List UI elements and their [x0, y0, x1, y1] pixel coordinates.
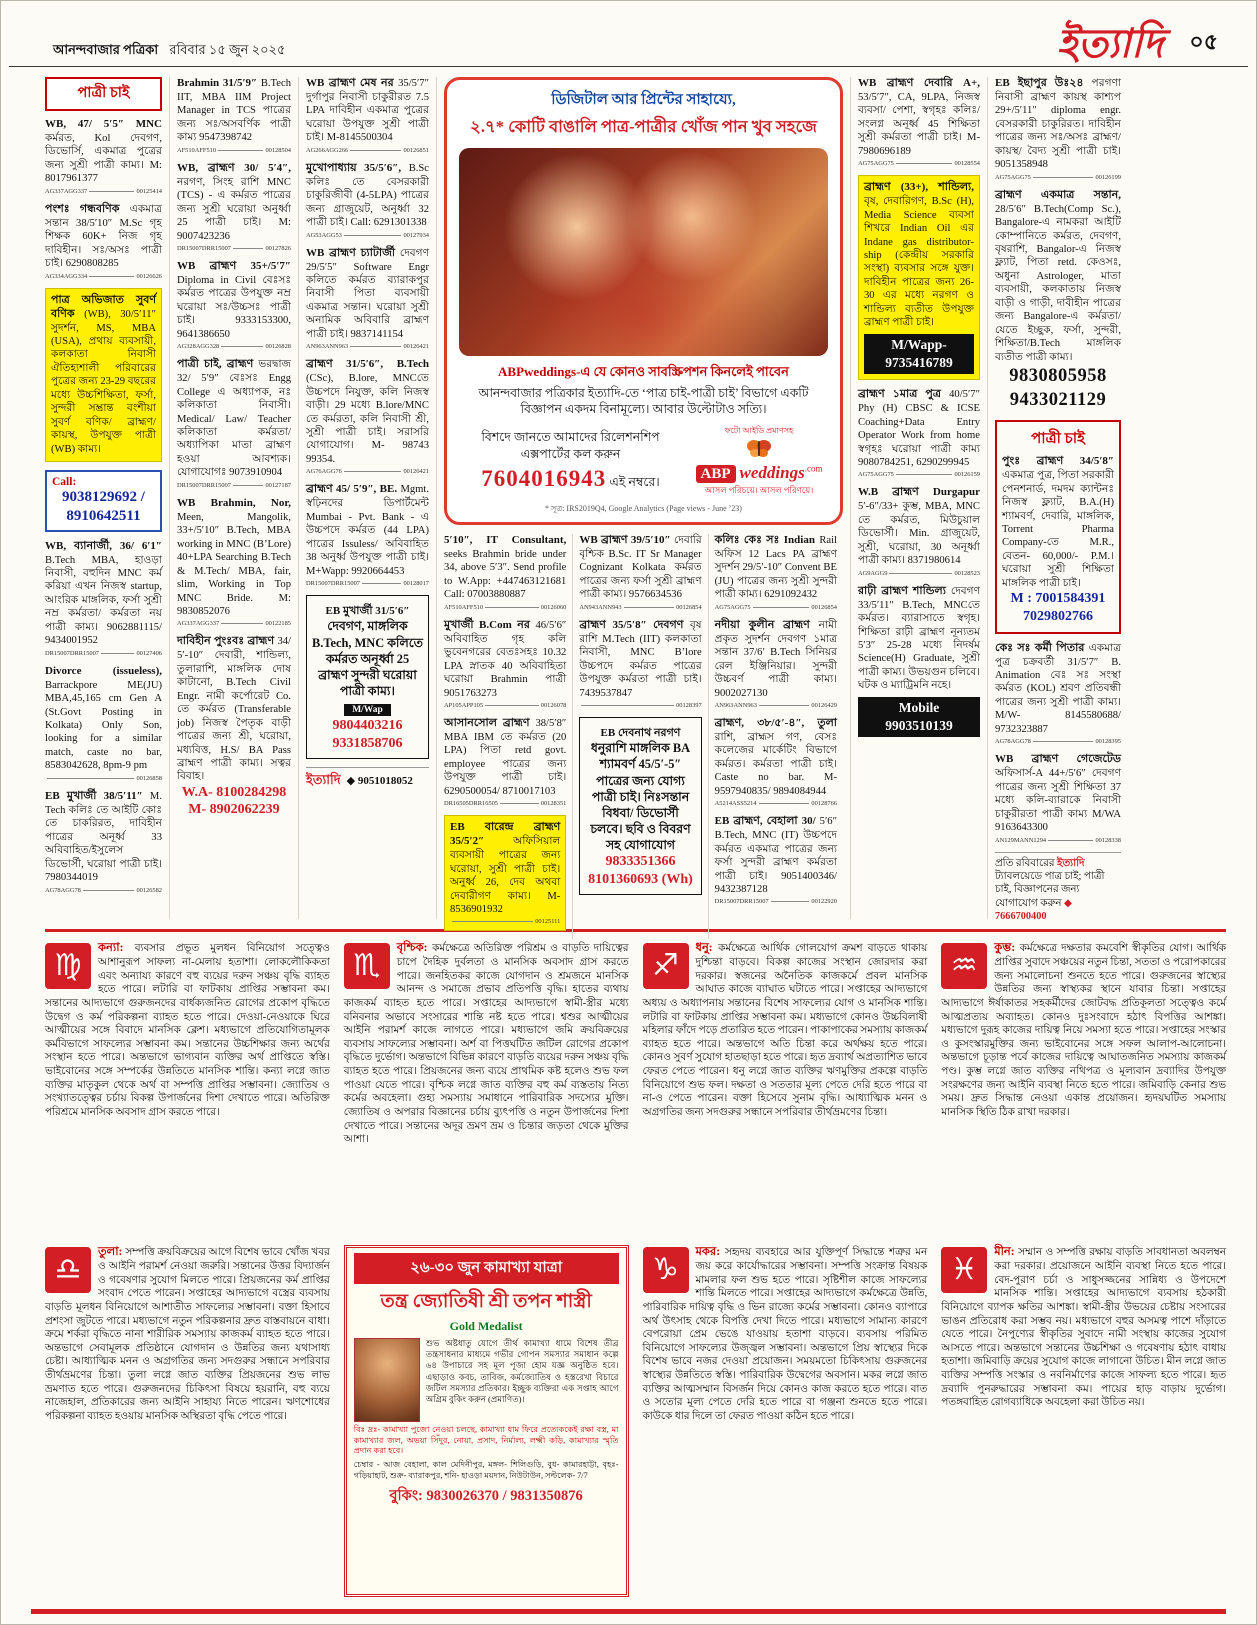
ad-ref-id: AN963ANN963: [714, 701, 757, 709]
phone-bar: Mobile 9903510139: [858, 697, 980, 737]
ad-reference: [306, 147, 429, 154]
ad-ref-code: 00122920: [811, 898, 837, 906]
classified-ad: [45, 288, 162, 462]
phone-number: M- 8902062239: [188, 802, 280, 818]
ad-ref-line: [581, 705, 674, 706]
classified-ad: [45, 118, 162, 195]
phone-number: 9804403216: [332, 718, 403, 733]
ad-ref-line: [1033, 741, 1094, 742]
classified-ad: [715, 717, 837, 807]
classified-ad: [444, 534, 566, 611]
ad-ref-code: 00126421: [403, 468, 429, 476]
horoscope-entry: [344, 941, 629, 1237]
ad-ref-id: AF510AFF510: [444, 603, 484, 611]
ad-ref-line: [233, 485, 263, 486]
ad-text: WB ব্রাহ্মণ গেজেটেড অফিসার্স-A 44+/5′6″ দেবগণ পাত্রের জন্য সুশ্রী শিক্ষিতা 37 মধ্যে কলি-ব্যারাকে নিবাসী চাকুরীরতা পাত্রী কাম্য M/WA 9163643300: [995, 753, 1121, 834]
ad-ref-line: [362, 583, 401, 584]
classified-ad: [177, 497, 291, 628]
ad-ref-code: 00128395: [1095, 738, 1121, 746]
classified-ad: [444, 717, 566, 807]
ad-text: EB ব্রাহ্মণ, বেহালা 30/ 5′6″ B.Tech, MNC (IT) উচ্চপদে কর্মরত একমাত্র পাত্রের জন্য ফর্সা সুন্দরী ব্রাহ্মণ কর্মরতা পাত্রী চাই। 9051400346/ 9432387128: [714, 815, 837, 895]
zodiac-name: তুলা:: [98, 1246, 126, 1258]
ad-ref-line: [1048, 840, 1093, 841]
ad-ref-id: AG75AGG75: [714, 603, 751, 611]
ad-ref-id: AG75AGG75: [858, 471, 894, 479]
ad-ref-id: AF510AFF510: [177, 146, 217, 154]
ad-text: ব্রাহ্মণ 35/5′8″ দেবগণ বৃষ রাশি M.Tech (IIT) কলকাতা নিবাসী, MNC B’lore উচ্চপদে কর্মরত পাত্রের উপযুক্ত কর্মরতা পাত্রী চাই। 7439537847: [579, 618, 702, 699]
sagittarius-icon: ♐: [643, 943, 689, 989]
ad-ref-id: AN943ANN943: [579, 603, 622, 611]
ad-ref-code: 00126854: [676, 603, 702, 611]
classified-ad: [306, 247, 429, 351]
zodiac-name: কুম্ভ:: [994, 942, 1020, 954]
ad-ref-line: [47, 778, 134, 779]
ad-text: W.B ব্রাহ্মণ Durgapur 5′-6″/33+ কুম্ভ, MBA, MNC তে কর্মরত, মিউচুয়াল ডিভোর্সী। Min. গ্রাজুয়েট, সুশ্রী, ঘরোয়া, 30 অনূর্ধ্বা পাত্রী কাম্য। 8371980614: [858, 486, 980, 567]
ad-ref-code: 00125414: [136, 187, 162, 195]
column-7: [987, 77, 1128, 923]
classified-ad: [858, 77, 980, 167]
ad-ref-line: [344, 235, 402, 236]
phone-number: 9433021129: [1009, 390, 1107, 411]
ad-ref-code: 00128766: [811, 800, 837, 808]
ad-reference: [715, 702, 837, 709]
ad-ref-id: AG78AGG78: [45, 886, 81, 894]
zodiac-name: ধনু:: [695, 942, 719, 954]
brand-label: ইত্যাদি: [306, 772, 341, 787]
abp-phone-suffix: এই নম্বরে।: [609, 474, 660, 489]
ad-ref-line: [485, 607, 539, 608]
classified-ad: [579, 534, 701, 611]
ad-text: EB দেবনাথ নরগণ ধনুরাশি মাঙ্গলিক BA শ্যামবর্ণ 45/5′-5″ পাত্রের জন্য যোগ্য পাত্রী চাই। নিঃসন্তান বিধবা/ ডিভোর্সী চলবে। ছবি ও বিবরণ সহ যোগাযোগ: [590, 726, 691, 853]
ad-reference: [45, 650, 162, 657]
ad-ref-line: [1033, 177, 1094, 178]
ad-text: আসানসোল ব্রাহ্মণ 38/5′8″ MBA IBM তে কর্মরত (20 LPA) পিতা retd govt. employee পাত্রের জন্য উপযুক্ত পাত্রী চাই। 6290500054/ 8710017103: [444, 716, 567, 797]
ad-ref-code: 00126851: [403, 146, 429, 154]
ad-ref-id: AG78AGG78: [995, 738, 1031, 746]
center-subcolumn-3: [708, 534, 843, 939]
abp-logo-com: .com: [804, 463, 823, 474]
ad-reference: [444, 702, 566, 709]
ad-reference: [995, 738, 1121, 745]
horoscope-entry: [45, 1245, 330, 1597]
abp-weddings-ad: [444, 77, 843, 525]
horoscope-text: তুলা: সম্পত্তি ক্রয়বিক্রয়ের আগে বিশেষ ভাবে খোঁজ খবর ও আইনি পরামর্শ নেওয়া জরুরি। সন্তানের উত্তর বিদ্যার্জন ও গবেষণার সুযোগ মিলতে পারে। প্রিয়জনের কর্ম প্রাপ্তির সংবাদ পেতে পারেন। সপ্তাহের আদ্যভাগে বস্ত্রের ব্যবসায় বাড়তি মূলধন বিনিয়োগে আশাতীত সাফল্যের সম্ভাবনা। বক্তা হিসাবে প্রশংসা জুটতে পারে। মধ্যভাগে নতুন পরিকল্পনার দ্রুত বাস্তবায়নে বাধা। ক্রমে শর্করা বৃদ্ধিতে নানা শারীরিক সমস্যায় কাজকর্ম ব্যাহত হতে পারে। অন্তভাগে সেবামূলক প্রতিষ্ঠানে যোগদান ও উন্নতির জন্য যথাসাধ্য চেষ্টা। আধ্যাত্মিক মনন ও অগ্রগতির জন্য সদগুরুর সন্ধানে সপরিবার তীর্থভ্রমণের চিন্তা। তুলা লগ্নে জাত ব্যক্তির প্রিয়জনের শুভ লাভ ভ্রমণাত হতে পারে। গুরুজনদের চিকিৎসা বিষয়ে হয়রানি, বহু ব্যয়ে নাজেহাল, প্রতিকারের জন্য আইনি সাহায্য নিতে পারেন। ঋণশোধের পরিকল্পনা ব্যাহত হওয়ায় মানসিক অস্থিরতা বৃদ্ধি পেতে পারে।: [45, 1246, 330, 1422]
ad-text: WB ব্রাহ্মণ চ্যাটার্জী দেবগণ 29/5′5″ Software Engr কলিতে কর্মরত ব্যারাকপুর নিবাসী পিতা ব্যবসায়ী একমাত্র সন্তান। ঘরোয়া সুশ্রী অনামিক অবিবারি ব্রাহ্মণ পাত্রী চাই। 9837141154: [306, 246, 429, 340]
photo-id-note: ফটো আইডি প্রমাণসহ: [724, 425, 794, 435]
ad-text: ব্রাহ্মণ, ৩৮/৫′-৪″, তুলা রাশি, ব্রাহ্মস গণ, বেসঃ কলেজের মার্কেটিং বিভাগে কর্মরত। কর্মরতা পাত্রী চাই। Caste no bar. M-9597940835/ 9894084944: [714, 716, 837, 797]
astrologer-ad: [344, 1245, 629, 1597]
masthead: [53, 41, 285, 62]
abp-footnote: * সূত্র: IRS2019Q4, Google Analytics (Page views - June ’23): [545, 503, 742, 513]
phone-number: 8910642511: [66, 507, 141, 524]
ad-text: 5′10″, IT Consultant, seeks Brahmin bride under 34, above 5′3″. Send profile to W.App: +447463121681 Call: 07003880887: [444, 533, 567, 601]
ad-text: নদীয়া কুলীন ব্রাহ্মণ নামী প্রকৃত সুদর্শন দেবগণ ১মাত্র সন্তান 37/6′ B.Tech সিনিয়র রেল ইঞ্জিনিয়ার। সুন্দরী উচ্চবর্ণ পাত্রী কাম্য। 9002027130: [714, 618, 837, 699]
ad-ref-id: DR15007DRR15007: [177, 245, 231, 253]
ad-ref-line: [89, 191, 134, 192]
classified-ad: [306, 77, 429, 154]
abp-offer-text: ABPweddings-এ যে কোনও সাবস্ক্রিপশন কিনলেই পাবেন: [498, 364, 789, 379]
ad-ref-code: 00126060: [540, 603, 567, 611]
abp-logo-mark: ABP: [696, 465, 736, 483]
ad-text: পুংঃ ব্রাহ্মণ 34/5′8″ একমাত্র পুত্র, পিতা সরকারী পেনশনার্ড, দমদম ক্যান্টনঃ নিজস্ব ফ্ল্যাট, B.A.(H) শ্যামবর্ণ, দেবারি, মাঙ্গলিক, Torrent Pharma Company-তে M.R., বেতন- 60,000/- P.M.। ঘরোয়া সুশ্রী শিক্ষিতা মাঙ্গলিক পাত্রী চাই।: [1002, 455, 1114, 589]
ad-text: ব্রাহ্মণ (33+), শান্ডিল্য, বৃষ, দেবারিগণ, B.Sc (H), Media Science ব্যবসা শিখরে Indian Oil এর Indane gas distributor-ship (কেন্দ্রীয় সরকারি সংস্থা) ব্যবসার সঙ্গে যুক্ত। দাবিহীন পাত্রের জন্য 26-30 এর মধ্যে নরগণ ও শান্ডিল্য ব্যতীত উপযুক্ত ব্রাহ্মণ পাত্রী চাই।: [864, 181, 974, 329]
ad-text: EB মুখার্জী 31/5′6″ দেবগণ, মাঙ্গলিক B.Tech, MNC কলিতে কর্মরত অনূর্ধ্বা 25 ব্রাহ্মণ সুন্দরী ঘরোয়া পাত্রী কাম্য।: [312, 605, 423, 698]
aquarius-icon: ♒: [941, 943, 987, 989]
zodiac-name: কন্যা:: [98, 942, 135, 954]
ad-ref-line: [218, 150, 263, 151]
zodiac-name: মকর:: [695, 1246, 725, 1258]
astrologer-name: তন্ত্র জ্যোতিষী শ্রী তপন শাস্ত্রী: [380, 1291, 592, 1312]
ad-reference: [450, 918, 560, 925]
horoscope-entry: [941, 1245, 1226, 1597]
abp-offer-detail: আনন্দবাজার পত্রিকার ইত্যাদি-তে ‘পাত্র চাই-পাত্রী চাই’ বিভাগে একটি বিজ্ঞাপন একদম বিনামূল্যে। আবার উল্টোটাও সত্যি।: [478, 386, 809, 416]
classified-ad: [579, 717, 701, 895]
ad-reference: [306, 232, 429, 239]
ad-text: পাত্র অভিজাত সুবর্ণ বণিক (WB), 30/5′11″ সুদর্শন, MS, MBA (USA), প্রথায় ব্যবসায়ী, কলকাতা নিবাসী ঐতিহ্যশালী পরিবারের পুত্রের জন্য 23-29 বছরের মধ্যে উচ্চশিক্ষিতা, ফর্সা, সুন্দরী সম্ভ্রান্ত বংশীয়া সুবর্ণ বণিক/ ব্রাহ্মণ/ কায়স্থ, উপযুক্ত পাত্রী (WB) কাম্য।: [51, 293, 156, 455]
kamakhya-trip-banner: ২৬-৩০ জুন কামাখ্যা যাত্রা: [354, 1253, 619, 1284]
ad-ref-code: 00126582: [136, 886, 162, 894]
ad-reference: [177, 343, 291, 350]
ad-text: Brahmin 31/5′9″ B.Tech IIT, MBA IIM Project Manager in TCS পাত্রের জন্য সঃ/অসবর্ণিক পাত্রী কাম্য 9547398742: [177, 77, 291, 144]
ad-reference: [995, 174, 1121, 181]
newspaper-name: আনন্দবাজার পত্রিকা: [53, 42, 159, 57]
call-label: Call:: [52, 476, 77, 489]
ad-ref-line: [759, 705, 810, 706]
phone-number: M : 7001584391: [1010, 591, 1106, 607]
classified-ad: [995, 642, 1121, 746]
ad-ref-code: 00128338: [1095, 836, 1121, 844]
bottom-divider: [31, 1609, 1226, 1614]
astro-chambers: চেম্বার - আজ বেহালা, কাল মেদিনীপুর, মঙ্গল- শিলিগুড়ি, বুধ- কামারহাট্টা, বৃহঃ- গড়িয়াহাট, শুক্র- ব্যারাকপুর, শনি- হাওড়া ময়দান, নিউটাউন, সল্টলেক- 7/7: [353, 1459, 619, 1480]
ad-ref-id: AG76AGG76: [306, 468, 342, 476]
classified-ad: [177, 260, 291, 350]
horoscope-text: কুম্ভ: কর্মক্ষেত্রে দক্ষতার কমবেশি স্বীকৃতির যোগ। আর্থিক প্রাপ্তির সুবাদে সঞ্চয়ের নতুন চিন্তা, সততা ও পরোপকারের জন্য সমালোচনা শুনতে হতে পারে। গুরুজনের স্বাস্থ্যের উন্নতির জন্য স্বাস্থ্যকর স্থানে যাবার চিন্তা। সপ্তাহের আদ্যভাগে ঈর্ষাকাতর সহকর্মীদের জোটবদ্ধ প্রতিকূলতা সত্ত্বেও কর্মে আত্মপ্রত্যয় অব্যাহত। কোনও দুঃসংবাদে হঠাৎ বিপত্তির আশঙ্কা। মধ্যভাগে দুরূহ কাজের দায়িত্ব নিয়ে সমস্যা হতে পারে। সপ্তাহের সংস্কার ও কুসংস্কারমুক্তির জন্য ভাইবোনের সঙ্গে সফল আলাপ-আলোচনা। অন্তভাগে চূড়ান্ত পর্বে কাজের দায়িত্বে আঘাতজনিত সমস্যায় কাজকর্ম পণ্ড। কুম্ভ লগ্নে জাত ব্যক্তির নথিপত্র ও মূল্যবান দ্রব্যাদির উপযুক্ত সংরক্ষণের জন্য আইনি ব্যবস্থা নিতে হতে পারে। জমিবাড়ি কেনার শুভ সময়। দ্রুত সিদ্ধান্ত নেওয়া একান্ত প্রয়োজন। হৃদয়ঘটিত সমস্যায় মানসিক স্থিতি ঠিক রাখা দরকার।: [941, 942, 1226, 1118]
ad-reference: [715, 898, 837, 905]
ad-ref-code: 00125111: [535, 918, 561, 926]
ad-text: EB বারেন্দ্র ব্রাহ্মণ 35/5′2″ অফিসিয়াল ব্যবসায়ী পাত্রের জন্য ঘরোয়া, সুশ্রী পাত্রী চাই। অনুর্ধ্ব 26, দেব অথবা দেবারীগণ কাম্য। M-8536901932: [450, 821, 561, 915]
ad-ref-line: [753, 607, 810, 608]
phone-number: W.A- 8100284298: [181, 784, 287, 800]
abp-phone-number: 7604016943: [481, 465, 607, 491]
ad-ref-id: A5214ASS5214: [714, 800, 757, 808]
ad-ref-line: [89, 276, 134, 277]
classified-ad: [306, 358, 429, 475]
brand-label: ইত্যাদি: [1057, 857, 1085, 869]
ad-reference: [579, 604, 701, 611]
ad-reference: [444, 800, 566, 807]
ad-ref-line: [624, 607, 675, 608]
ad-ref-code: 00126199: [1095, 173, 1121, 181]
horoscope-entry: [643, 1245, 928, 1597]
classified-ad: [306, 595, 429, 759]
ad-ref-line: [889, 573, 952, 574]
ad-reference: [306, 580, 429, 587]
classified-ad: [444, 815, 566, 931]
ad-text: মুখোপাধ্যায় 35/5′6″, B.Sc কলিঃ তে বেসরকারী চাকুরিজীবী (4-5LPA) পাত্রের জন্য গ্রাজুয়েট, অনুর্ধ্বা 32 পাত্রী চাই। Call: 6291301338: [306, 161, 429, 229]
ad-ref-line: [344, 471, 402, 472]
classified-ad: [45, 540, 162, 657]
phone-number: 9038129692 /: [62, 489, 145, 506]
phone-bar: M/Wapp- 9735416789: [864, 334, 974, 374]
ad-reference: [45, 887, 162, 894]
ad-reference: [177, 482, 291, 489]
ad-ref-code: 00127934: [403, 231, 429, 239]
ad-reference: [858, 471, 980, 478]
ad-ref-id: AG75AGG75: [995, 173, 1031, 181]
horoscope-entry: [941, 941, 1226, 1237]
classified-ad: [715, 815, 837, 905]
classified-ad: [995, 753, 1121, 843]
ad-ref-id: DR15007DRR15007: [306, 580, 360, 588]
ad-ref-line: [896, 474, 953, 475]
classified-ad: [858, 486, 980, 576]
horoscope-text: মকর: সহৃদয় ব্যবহারে আর যুক্তিপূর্ণ সিদ্ধান্তে শত্রুর মন জয় করে কার্যোদ্ধারের সম্ভাবনা। সম্পত্তি সংক্রান্ত বিষয়ক মামলার ফল শুভ হতে পারে। সৃষ্টিশীল কাজে সাফল্যের শান্তি মিলতে পারে। সপ্তাহের আদ্যভাগে কর্মক্ষেত্রে উন্নতি, পারিবারিক দায়িত্ব বৃদ্ধি ও ভিন রাজ্যে কর্মের সম্ভাবনা। কোনও ব্যাপারে অর্থ উৎসাহ থেকে বিপত্তি দেখা দিতে পারে। মধ্যভাগে সামান্য কারণে বেপরোয়া প্রেম ভেঙে যাওয়ায় হতাশা বাড়বে। ব্যবসায় পরিমিত বিনিয়োগে সাফল্যের উজ্জ্বল সম্ভাবনা। অন্তভাগে প্রিয় স্বাস্থ্যের দিকে বিশেষ ভাবে নজর দেওয়া প্রয়োজন। সময়মতো চিকিৎসায় গুরুজনের স্বাস্থ্যের উন্নতিতে স্বস্তি। পারিবারিক উদ্বেগের অবসান। মকর লগ্নে জাত ব্যক্তির আত্মসম্মান বিসর্জন দিয়ে কোনও কাজ করতে হতে পারে। বাত ও সতোর মূল্য পেতে দেরি হতে পারে বা গঞ্জনা শুনতে হতে পারে। কাউকে ধার দিলে তা ফেরত পাওয়া কঠিন হতে পারে।: [642, 1246, 928, 1422]
classified-ad: [715, 619, 837, 709]
ad-ref-id: AP105APP105: [444, 701, 484, 709]
ad-ref-id: AG337AGG337: [177, 620, 220, 628]
classified-ad: [579, 619, 701, 709]
ad-reference: [995, 837, 1121, 844]
scorpio-icon: ♏: [344, 943, 390, 989]
ad-text: WB ব্রাহ্মণ 39/5′10″ দেবারি বৃশ্চিক B.Sc. IT Sr Manager Cognizant Kolkata কর্মরত পাত্রের জন্য ফর্সা সুশ্রী ব্রাহ্মণ পাত্রী কাম্য। 9576634536: [579, 533, 702, 601]
phone-number: 7029802766: [1023, 609, 1093, 625]
ad-ref-id: AG334AGG334: [45, 272, 88, 280]
classified-ad: [858, 388, 980, 478]
wedding-couple-photo: [459, 148, 828, 356]
classified-ad: [995, 189, 1121, 413]
ad-ref-id: AG328AGG328: [177, 343, 220, 351]
column-3: [298, 77, 436, 919]
phone-number: 9833351366: [605, 854, 676, 870]
ad-ref-line: [500, 803, 539, 804]
ad-text: মুখার্জী B.Com নর 46/5′6″ অবিবাহিত গৃহ কলি ভুবেনগরের বেতঃসহঃ 10.32 LPA স্নাতক 40 অবিবাহিতা ঘরোয়া Brahmin পাত্রী 9051763273: [444, 618, 567, 699]
ad-ref-line: [101, 653, 134, 654]
ad-ref-code: 00126429: [811, 701, 837, 709]
ad-ref-code: 00128504: [265, 146, 291, 154]
abp-cta: [459, 429, 682, 494]
phone-number: 9331858706: [332, 735, 403, 751]
ad-reference: [177, 245, 291, 252]
tabloid-contact-note: [995, 852, 1121, 924]
ad-ref-code: 00122185: [265, 620, 291, 628]
ad-ref-code: 00128554: [954, 160, 980, 168]
ad-text: EB ইছাপুর উঃ২৪ পরগণা নিবাসী ব্রাহ্মণ কায়স্থ কাশ্যপ 29+/5′11″ diploma engr. বেসরকারী চাকুরিরত। দাবিহীন পাত্রের জন্য সঃ/অসঃ ব্রাহ্মণ/ কায়স্থ/ বৈদ্য সুশ্রী পাত্রী চাই। 9051358948: [995, 77, 1121, 171]
ad-ref-line: [221, 623, 263, 624]
ad-ref-id: DR16505DRR16505: [444, 800, 498, 808]
abp-tagline: আসল পরিচয়ে। আসল পরিণয়ে।: [704, 484, 814, 495]
ad-ref-line: [350, 150, 401, 151]
classified-ad: [995, 420, 1121, 633]
horoscope-entry: [643, 941, 928, 1237]
ad-text: ব্রাহ্মণ 31/5′6″, B.Tech (CSc), B.lore, MNCতে উচ্চপদে নিযুক্ত, কলি নিজস্ব বাড়ী। 29 মধ্যে B.lore/MNC তে কর্মরতা, কলি নিবাসী শ্রী, সুশ্রী পাত্রী চাই। সরাসরি যোগাযোগ। M- 98743 99354.: [306, 358, 429, 465]
classifieds-section: [1, 67, 1256, 925]
ad-ref-code: 00126828: [265, 343, 291, 351]
abp-logo-word: weddings: [739, 462, 805, 482]
footer-text: ট্যাবলয়েডে পাত্র চাই; পাত্রী চাই, বিজ্ঞাপনের জন্য যোগাযোগ করুন: [995, 870, 1105, 909]
ad-text: ব্রাহ্মণ 45/ 5′9″, BE. Mgmt. স্বঢ়িনদের ডিপার্টমেন্ট Mumbai - Pvt. Bank - এ উচ্চপদে কর্মরত (44 LPA) পাত্রের Issuless/ অবিবাহিত 38 অনুর্ধ্ব উপযুক্ত পাত্রী চাই। M+Wapp: 9920664453: [306, 483, 429, 577]
horoscope-text: বৃশ্চিক: কর্মক্ষেত্রে অতিরিক্ত পরিশ্রম ও বাড়তি দায়িত্বের চাপে দৈহিক দুর্বলতা ও মানসিক অবসাদ গ্রাস করতে পারে। জনহিতকর কাজে যোগদান ও শ্রমজনে মানসিক আনন্দ ও সমাজে প্রভাব প্রতিপত্তি বৃদ্ধি। হাতের ব্যথায় কাজকর্ম ব্যাহত হতে পারে। সপ্তাহের আদ্যভাগে স্বামী-স্ত্রীর মধ্যে বনিবনার অভাবে সংসারের শান্তি নষ্ট হতে পারে। শ্বশুর আত্মীয়ের আইনি পরামর্শ কাজে লাগতে পারে। মধ্যভাগে জমি ক্রয়বিক্রয়ের ব্যবসায় সাফল্যের সম্ভাবনা। অর্শ বা পিত্তঘটিত জটিল রোগের প্রকোপ বৃদ্ধিতে দুর্ভোগ। অন্তভাগে বিভিন্ন কারণে বাড়তি ব্যয়ের দরুন সঞ্চয় বৃদ্ধি ব্যাহত হতে পারে। প্রিয়জনের জন্য ব্যয়ে প্রাথমিক কষ্ট হলেও শুভ ফল পাওয়া যেতে পারে। বৃশ্চিক লগ্নে জাত ব্যক্তির বহু কর্ম ব্যস্ততায় নিত্য কর্মের অবহেলা। গুহ্য সমস্যায় সমাধানে পারিবারিক সদস্যের মুক্তি। জ্যোতিষ ও অপরার বিজ্ঞানের চর্চায় ব্যুৎপত্তি ও নতুন উপার্জনের দিশা দেখাতে পারে। সন্তানের অদূর ভ্রমণ ভ্রম ও চিন্তার জড়তা থেকে মুক্তির আশা।: [343, 942, 629, 1146]
horoscope-text: কন্যা: ব্যবসার প্রভূত মুলধন বিনিয়োগ সত্ত্বেও আশানুরূপ সাফল্য না-মেলায় হতাশা। লোকলৌকিকতা এবং অন্যায্য কারণে বহু ব্যয়ের দরুন সঞ্চয় বৃদ্ধি ব্যাহত হতে পারে। লটারি বা ফাটকায় প্রাপ্তির সম্ভাবনা কম। সন্তানের আদ্যভাগে গুরুজনদের বার্ধক্যজনিত রোগের প্রকোপ বৃদ্ধিতে উদ্বেগ ও কর্ম পরিকল্পনা ব্যাহত হতে পারে। দেওয়া-নেওয়াকে ঘিরে আত্মীয়ের সঙ্গে বিবাদে মানসিক ক্লেশ। মধ্যভাগে প্রতিযোগিতামূলক কর্মবিভাগে সাফল্যের সম্ভাবনা কম। সন্তানের উচ্চশিক্ষার জন্য অর্থের সংস্থান হতে পারে। অন্তভাগে ভাগ্যবান ব্যক্তির অর্থ প্রাপ্তিতে স্বস্তি। ভাইবোনের সঙ্গে সম্পর্কের উন্নতিতে মানসিক শান্তি। কন্যা লগ্নে জাত ব্যক্তির মাতৃকুল থেকে অর্থ বা সম্পত্তি প্রাপ্তির সম্ভাবনা। জ্যোতিষ ও সংখ্যাতত্ত্বের চর্চায় বিকল্প উপার্জনের দিশা দেখাতে পারে। অতিরিক্ত পরিশ্রমে মানসিক অবসাদ গ্রাস করতে পারে।: [45, 942, 330, 1118]
pisces-icon: ♓: [941, 1247, 987, 1293]
ad-reference: [715, 800, 837, 807]
booking-phones: বুকিং: 9830026370 / 9831350876: [389, 1488, 583, 1505]
ad-ref-line: [350, 346, 401, 347]
ad-ref-id: AG337AGG337: [45, 187, 88, 195]
bride-wanted-header: পাত্রী চাই: [45, 77, 162, 111]
ad-ref-code: 00128351: [540, 800, 567, 808]
ad-title: পাত্রী চাই: [1031, 431, 1085, 448]
footer-text: প্রতি রবিবারের: [995, 857, 1055, 869]
ad-text: কলিঃ কেঃ সঃ Indian Rail অফিস 12 Lacs PA ব্রাহ্মণ সুদর্শন 29/5′-10″ Convent BE (JU) পাত্রের জন্য সুশ্রী সুন্দরী পাত্রী কাম্য। 6291092432: [714, 533, 837, 601]
horoscope-entry: [45, 941, 330, 1237]
zodiac-name: বৃশ্চিক:: [396, 942, 433, 954]
ad-text: WB, 47/ 5′5″ MNC কর্মরত, Kol দেবগণ, ডিভোর্সি, একমাত্র পুত্রের জন্য সুশ্রী পাত্রী কাম্য। M: 8017961377: [45, 118, 162, 185]
phone-number: 8101360693 (Wh): [588, 871, 693, 887]
classified-ad: [177, 635, 291, 819]
ad-ref-line: [896, 163, 953, 164]
center-subcolumn-2: [572, 534, 707, 939]
astro-ad-note: বিঃ দ্রঃ- কামাখ্যা পুজো নেওয়া চলছে, কামাখ্যা ধাম ফিরে প্রত্যেককেই রক্ষা বস্ত্র, মা কামাখ্যার জল, অভয়া সিঁদুর, নোয়া, প্রসাদ, নির্মাল্য, লক্ষ্মী কড়ি, কামাখ্যার স্মৃতি প্রদান করা হবে।: [353, 1425, 619, 1456]
ad-text: Divorce (issueless), Barrackpore ME(JU) MBA,45,165 cm Gen A (St.Govt Posting in Kolkata) Only Son, looking for a similar match, caste no bar, 8583042628, 8pm-9 pm: [45, 664, 162, 772]
classified-ad: [306, 483, 429, 587]
ad-reference: [45, 188, 162, 195]
ad-ref-id: DR15007DRR15007: [45, 649, 99, 657]
abp-weddings-logo: [690, 425, 828, 498]
ad-ref-line: [233, 248, 263, 249]
ad-text: দাবিহীন পুংঃবঃ ব্রাহ্মণ 34/ 5′-10″ দেবারী, শান্ডিল্য, তুলারাশি, মাঙ্গলিক দোষ কাটানো, B.Tech Civil Engr. নামী কর্পোরেট Co. তে কর্মরত (Transferable job) নিজস্ব পৈতৃক বাড়ী পাত্রের জন্য শ্রী, ঘরোয়া, মধ্যবিত্ত, H.S/ BA Pass ব্রাহ্মণ পাত্রী কাম্য। সত্বর বিবাহ।: [177, 635, 291, 783]
ad-text: WB, ব্যানার্জী, 36/ 6′1″ B.Tech MBA, হাওড়া নিবাসী, বহুদিন MNC কর্ম করিয়া এখন নিজস্ব startup, আংরিক মাঙ্গলিক, ফর্সা সুশ্রী নম্র কর্মরতা/ কর্মরতা নয় পাত্রী কাম্য। 9062881115/ 9434001952: [45, 539, 162, 647]
page-number: ০৫: [1189, 29, 1218, 54]
ad-reference: [858, 570, 980, 577]
abp-headline-2: ২.৭* কোটি বাঙালি পাত্র-পাত্রীর খোঁজ পান খুব সহজে: [470, 117, 817, 136]
ad-text: কেঃ সঃ কর্মী পিতার একমাত্র পুত্র চক্রবর্তী 31/5′7″ B. Animation বেঃ সঃ সংস্থা কর্মরত (KOL) শ্রবণ প্রতিবন্ধী পাত্রের জন্য সুশ্রী পাত্রী কাম্য। M/W- 8145580688/ 9732323887: [995, 641, 1121, 735]
column-6: [850, 77, 987, 919]
column-footer: [306, 767, 429, 792]
column-2: [169, 77, 298, 919]
phone-number: 9830805958: [1009, 366, 1107, 387]
classified-ad: [995, 77, 1121, 181]
ad-reference: [579, 702, 701, 709]
horoscope-section: [45, 929, 1226, 1597]
ad-ref-code: 00126626: [136, 272, 162, 280]
ad-ref-code: 00126159: [954, 471, 980, 479]
section-title: ইত্যাদি: [1056, 21, 1164, 66]
classified-ad: [45, 665, 162, 782]
ad-reference: [306, 343, 429, 350]
page-header: [9, 1, 1248, 67]
gold-medalist-label: Gold Medalist: [449, 1319, 523, 1333]
ad-ref-id: AN129MANN1294: [995, 836, 1047, 844]
ad-ref-line: [485, 705, 539, 706]
horoscope-text: ধনু: কর্মক্ষেত্রে আর্থিক গোলযোগ ক্রমশ বাড়তে থাকায় দুশ্চিন্তা বাড়বে। বিকল্প কাজের সংস্থান জোরদার করা দরকার। স্বজনের অনৈতিক কাজকর্মে প্রবল মানসিক আঘাত কাজে ব্যাঘাত ঘটাতে পারে। সপ্তাহের আদ্যভাগে অধ্যয় ও অধ্যাপনায় সন্তানের বিশেষ সাফল্যের যোগ ও মানসিক শান্তি। লটারি বা ফাটকায় প্রাপ্তির সম্ভাবনা কম। মধ্যভাগে কোনও উচ্চবিলাষী মহিলার ফাঁদে পড়ে প্রতারিত হতে পারেন। পাকাপাকের সমস্যায় কাজকর্ম ব্যাহত হতে পারে। অন্তভাগে অতি চিন্তা করে অর্থক্ষয় হতে পারে। কোনও সুবর্ণ সুযোগ হাতছাড়া হতে পারে। হৃত দ্রব্যার্থ অপ্রত্যাশিত ভাবে ফেরত পেতে পারেন। ধনু লগ্নে জাত ব্যক্তির ঋণমুক্তির প্রকল্পে বাড়তি বিনিয়োগে শুভ ফল। দক্ষতা ও সততার মূল্য পেতে দেরি হতে পারে বা না-ও পেতে পারেন। বক্তা হিসেবে সুনাম বৃদ্ধি। আধ্যাত্মিক মনন ও অগ্রগতির জন্য সদগুরুর সন্ধানে সপরিবার তীর্থভ্রমণের চিন্তা।: [642, 942, 928, 1118]
ad-ref-code: 00128397: [676, 701, 702, 709]
classified-ad: [715, 534, 837, 611]
classified-ad: [177, 77, 291, 154]
classified-ad: [858, 585, 980, 738]
ad-reference: [45, 273, 162, 280]
astrologer-photo: [354, 1338, 420, 1422]
ad-ref-code: 00126078: [540, 701, 567, 709]
ad-ref-code: 00126421: [403, 343, 429, 351]
ad-text: পংশঃ গন্ধবণিক একমাত্র সন্তান 38/5′10″ M.Sc গৃহ শিক্ষক 60K+ নিজ গৃহ দাবিহীন। সঃ/অসঃ পাত্রী চাই। 6290808285: [45, 202, 162, 270]
ad-text: ব্রাহ্মণ ১মাত্র পুত্র 40/5′7″ Phy (H) CBSC & ICSE Coaching+Data Entry Operator Work from home স্বগৃহঃ ঘরোয়া পাত্রী কাম্য 9080784251, 6290299945: [858, 388, 980, 468]
ad-reference: [306, 468, 429, 475]
ad-ref-line: [83, 890, 135, 891]
ad-ref-line: [759, 803, 810, 804]
ad-reference: [858, 160, 980, 167]
ad-ref-id: AG266AGG266: [306, 146, 349, 154]
ad-ref-code: 00128017: [403, 580, 429, 588]
capricorn-icon: ♑: [643, 1247, 689, 1293]
contact-phone: ◆ 7666700400: [995, 897, 1072, 923]
classified-ad: [45, 790, 162, 894]
ad-ref-code: 00127826: [265, 245, 291, 253]
ad-reference: [444, 604, 566, 611]
ad-ref-code: 00127406: [136, 649, 162, 657]
ad-ref-id: DR15007DRR15007: [177, 481, 231, 489]
ad-text: পাত্রী চাই, ব্রাহ্মণ ভরদ্বাজ 32/ 5′9″ বেঃসঃ Engg College এ অধ্যাপক, নঃ কলিকাতা নিবাসী। Medical/ Law/ Teacher কলিকাতা কর্মরতা/ অধ্যাপিকা মাতা ব্রাহ্মণ হওয়া আবশ্যক। যোগাযোগঃ 9073910904: [177, 358, 291, 479]
edition-date: রবিবার ১৫ জুন ২০২৫: [169, 42, 286, 57]
abp-headline-1: ডিজিটাল আর প্রিন্টের সাহায্যে,: [551, 92, 736, 108]
ad-text: ব্রাহ্মণ একমাত্র সন্তান, 28/5′6″ B.Tech(Comp Sc.), Bangalore-এ নামকরা আইটি কোম্পানিতে কর্মরত, দেবগণ, বৃষরাশি, Bangalor-এ নিজস্ব ফ্ল্যাট, পিতা retd. কেওসঃ, অধুনা Astrologer, মাতা ব্যবসায়ী, কলকাতায় নিজস্ব বাড়ী ও গাড়ী, দাবীহীন পাত্রের জন্য Bangalore-এ কর্মরতা/যেতে ইচ্ছুক, ফর্সা, সুন্দরী, শিক্ষিতা/B.Tech মাঙ্গলিক ব্যতীত পাত্রী কাম্য।: [995, 188, 1121, 363]
ad-reference: [177, 620, 291, 627]
call-phone-box: [45, 470, 162, 532]
ad-ref-id: DR15007DRR15007: [714, 898, 769, 906]
classified-ad: [858, 175, 980, 380]
ad-ref-id: AG53AGG53: [306, 231, 342, 239]
ad-text: EB মুখার্জী 38/5′11″ M. Tech কলিঃ তে আইটি কোঃ তে চাকরিরত, দাবিহীন পাত্রের অনূর্ধ্ব 33 অবিবাহিত/ইসুলেস ডিভোর্সী, ঘরোয়া পাত্রী চাই। 7980344019: [45, 789, 162, 884]
ad-text: WB Brahmin, Nor, Meen, Mangolik, 33+/5′10″ B.Tech, MBA working in MNC (B’Lore) 40+LPA Searching B.Tech & M.Tech/ MBA, fair, slim, Working in Top MNC Bride. M: 9830852076: [177, 496, 291, 617]
ad-ref-line: [771, 901, 810, 902]
ad-ref-code: 00126854: [811, 603, 837, 611]
ad-text: WB ব্রাহ্মণ 35+/5′7″ Diploma in Civil বেঃসঃ কর্মরত পাত্রের উপযুক্ত নম্র ঘরোয়া সঃ/উচ্চসঃ পাত্রী চাই। 9333153300, 9641386650: [177, 260, 291, 340]
ad-ref-line: [452, 921, 533, 922]
ad-text: WB ব্রাহ্মণ দেবারি A+, 53/5′7″, CA, 9LPA, নিজস্ব ব্যবসা/ পেশা, স্বগৃহঃ কলিঃ/ সংলগ্ন অনূর্ধ্ব 45 শিক্ষিতা সুশ্রী কর্মরতা পাত্রী চাই। M-7980696189: [858, 77, 980, 157]
classified-ad: [177, 162, 291, 252]
ad-ref-code: 00127187: [265, 481, 291, 489]
butterfly-icon: [746, 445, 772, 462]
ad-ref-id: AG9AGG9: [858, 569, 888, 577]
ad-ref-line: [221, 346, 263, 347]
classified-ad: [177, 358, 291, 489]
ad-ref-id: AN963ANN963: [306, 343, 349, 351]
classified-ad: [45, 203, 162, 280]
ad-reference: [177, 147, 291, 154]
ad-reference: [715, 604, 837, 611]
ad-text: WB ব্রাহ্মণ মেষ নর 35/5′7″ দুর্গাপুর নিবাসী চাকুরীরত 7.5 LPA দাবিহীন একমাত্র পুত্রের ঘরোয়া উপযুক্ত সুশ্রী পাত্রী চাই। M-8145500304: [306, 77, 429, 144]
classified-ad: [444, 619, 566, 709]
contact-phone: ◆ 9051018052: [346, 775, 413, 787]
virgo-icon: ♍: [45, 943, 91, 989]
zodiac-name: মীন:: [994, 1246, 1019, 1258]
ad-ref-code: 00128523: [954, 569, 980, 577]
ad-text: WB, ব্রাহ্মণ 30/ 5′4″, নরগণ, সিংহ রাশি MNC (TCS) - এ কর্মরত পাত্রের জন্য সুশ্রী ঘরোয়া অনুর্ধ্বা 25 পাত্রী চাই। M: 9007423236: [177, 161, 291, 242]
abp-cta-text: বিশদে জানতে আমাদের রিলেশনশিপ এক্সপার্টের কল করুন: [481, 430, 660, 461]
center-subcolumn-1: [444, 534, 572, 939]
classified-ad: [306, 162, 429, 239]
ad-text: রাঢ়ী ব্রাহ্মণ শান্ডিল্য দেবগণ 33/5′11″ B.Tech, MNCতে কর্মরত। ব্যারাসাতে স্বগৃহ। শিক্ষিতা রাঢ়ী ব্রাহ্মণ নূন্যতম 5′3″ 25-28 মধ্যে নিদর্ষম Science(H) Graduate, সুশ্রী পাত্রী কাম্য। উভয়গুন চলিবে। ঘটক ও ম্যাট্রিমনি নহে।: [858, 584, 980, 692]
column-1: [45, 77, 169, 919]
libra-icon: ♎: [45, 1247, 91, 1293]
ad-ref-id: AG75AGG75: [858, 160, 894, 168]
whatsapp-label: M/Wap: [344, 704, 391, 716]
horoscope-text: মীন: সম্মান ও সম্পত্তি রক্ষায় বাড়তি সাবধানতা অবলম্বন করা দরকার। প্রয়োজনে আইনি ব্যবস্থা নিতে হতে পারে। বেদ-পুরাণ চর্চা ও সাধুসজ্জনের সান্নিধ্য ও উপদেশে মানসিক শান্তি। সপ্তাহের আদ্যভাগে ব্যবসায় হঠকারী বিনিয়োগে ব্যাপক ক্ষতির আশঙ্কা। স্বামী-স্ত্রীর উভয়ের চেষ্টায় সংসারের ভাঙন প্রতিরোধ করা সম্ভব নয়। মধ্যভাগে বহুর অসমত্ব পাশে দাঁড়াতে যেতে পারে। নৈপুণ্যের স্বীকৃতির সুবাদে নামী সংস্থায় কাজের সুযোগ আসতে পারে। অন্তভাগে সন্তানের উচ্চশিক্ষা ও গবেষণায় হঠাৎ বাধায় হতাশা। জমিবাড়ি ক্রয়ের সুযোগ কাজে লাগানো উচিত। মীন লগ্নে জাত ব্যক্তির সম্পত্তি সংস্কার ও নবনির্মাণের কাজে সাফল্য হতে পারে। হৃত দ্রব্যাদি পুনরুদ্ধারের সম্ভাবনা কম। পায়ের হাড় বাড়ায় দুর্ভোগ। পতঙ্গবাহিত রোগব্যাধিকে অবহেলা করা উচিত নয়।: [941, 1246, 1226, 1409]
ad-ref-code: 00126858: [136, 774, 162, 782]
ad-reference: [45, 775, 162, 782]
astro-ad-body: শুভ অষ্টধাতু যোগে তীর্থ কামাখ্যা ধামে বিশেষ তীব্র তন্ত্রসাধনার মাধ্যমে গভীর গোপন সমস্যার সমাধান কল্পে ৬৪ উপাচারে সহ মূল পূজা হোম যজ্ঞ অনুষ্ঠিত হবে। এছাড়াও কবচ, তাবিজ, কর্মজ্যোতিষ ও হস্তরেখা বিচারে জটিল সমস্যার প্রতিকার। ইচ্ছুক ব্যক্তিরা এক সপ্তাহ আগে অগ্রিম বুকিং করুন (প্রমাণিত)।: [425, 1338, 619, 1404]
center-column: [436, 77, 850, 926]
